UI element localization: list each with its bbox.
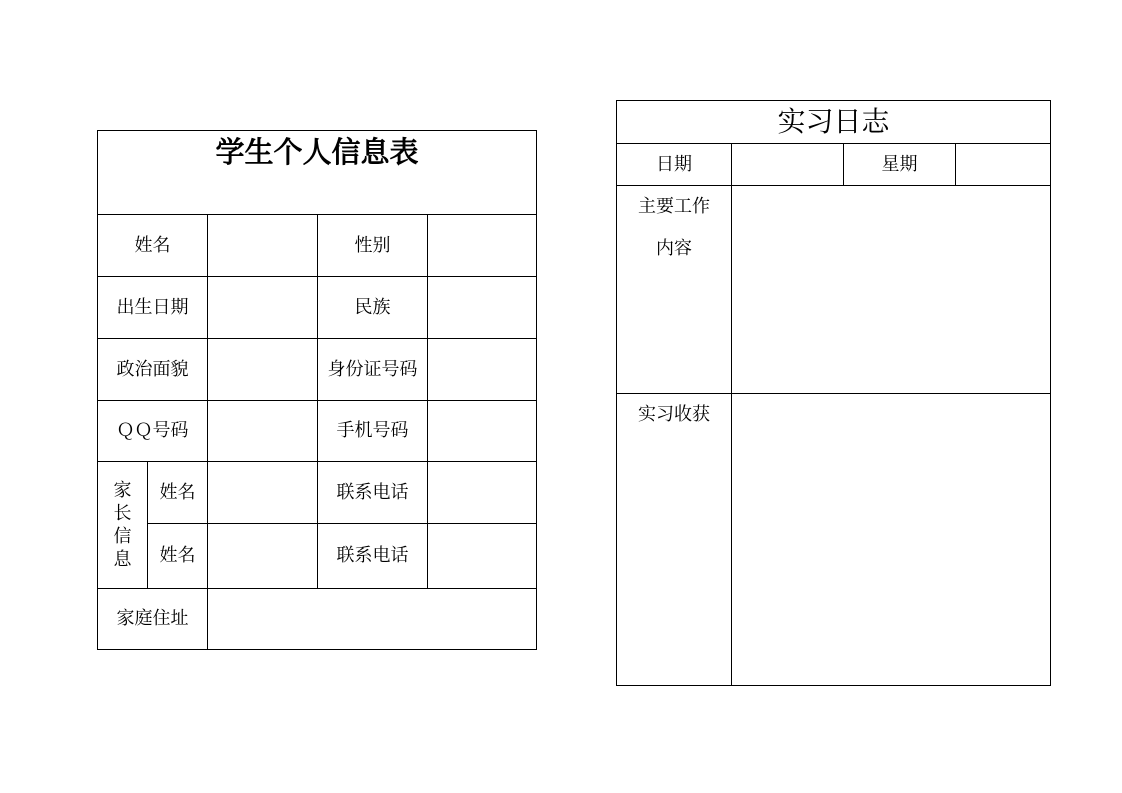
parent-1-phone-label-cell bbox=[317, 461, 428, 524]
name-value-field[interactable] bbox=[207, 214, 318, 277]
date-label-cell bbox=[616, 143, 732, 186]
birth-date-value-field[interactable] bbox=[207, 276, 318, 339]
student-info-title-cell bbox=[97, 130, 537, 215]
weekday-label: 星期 bbox=[881, 153, 918, 175]
parent-2-name-value-field[interactable] bbox=[207, 523, 318, 589]
work-content-label-cell bbox=[616, 185, 732, 394]
parent-1-name-label-cell bbox=[147, 461, 208, 524]
id-number-label-cell bbox=[317, 338, 428, 401]
parent-2-phone-value-field[interactable] bbox=[427, 523, 537, 589]
ethnicity-label: 民族 bbox=[354, 296, 391, 318]
mobile-value-field[interactable] bbox=[427, 400, 537, 462]
gains-label-cell bbox=[616, 393, 732, 686]
student-info-title: 学生个人信息表 bbox=[215, 135, 419, 169]
political-status-label-cell bbox=[97, 338, 208, 401]
birth-date-label: 出生日期 bbox=[116, 296, 189, 318]
date-label: 日期 bbox=[656, 153, 692, 175]
id-number-value-field[interactable] bbox=[427, 338, 537, 401]
gains-label: 实习收获 bbox=[638, 404, 710, 425]
weekday-label-cell bbox=[843, 143, 956, 186]
mobile-label-cell bbox=[317, 400, 428, 462]
home-address-label-cell bbox=[97, 588, 208, 650]
home-address-value-field[interactable] bbox=[207, 588, 537, 650]
id-number-label: 身份证号码 bbox=[327, 358, 418, 380]
home-address-label: 家庭住址 bbox=[116, 608, 189, 630]
work-content-value-field[interactable] bbox=[731, 185, 1051, 394]
gains-value-field[interactable] bbox=[731, 393, 1051, 686]
name-label: 姓名 bbox=[134, 234, 171, 256]
parent-1-name-label: 姓名 bbox=[159, 481, 196, 503]
parent-1-phone-label: 联系电话 bbox=[336, 481, 409, 503]
parent-info-label-cell bbox=[97, 461, 148, 589]
qq-label: ＱＱ号码 bbox=[116, 420, 189, 442]
weekday-value-field[interactable] bbox=[955, 143, 1051, 186]
ethnicity-value-field[interactable] bbox=[427, 276, 537, 339]
ethnicity-label-cell bbox=[317, 276, 428, 339]
gender-label: 性别 bbox=[354, 234, 391, 256]
parent-1-phone-value-field[interactable] bbox=[427, 461, 537, 524]
mobile-label: 手机号码 bbox=[336, 420, 409, 442]
birth-date-label-cell bbox=[97, 276, 208, 339]
internship-log-title-cell bbox=[616, 100, 1051, 144]
parent-2-name-label-cell bbox=[147, 523, 208, 589]
parent-info-label: 家长信息 bbox=[113, 480, 132, 570]
gender-value-field[interactable] bbox=[427, 214, 537, 277]
gender-label-cell bbox=[317, 214, 428, 277]
work-content-label: 主要工作内容 bbox=[638, 196, 710, 259]
name-label-cell bbox=[97, 214, 208, 277]
parent-2-name-label: 姓名 bbox=[159, 545, 196, 567]
parent-1-name-value-field[interactable] bbox=[207, 461, 318, 524]
internship-log-title: 实习日志 bbox=[777, 105, 890, 138]
parent-2-phone-label-cell bbox=[317, 523, 428, 589]
parent-2-phone-label: 联系电话 bbox=[336, 545, 409, 567]
qq-value-field[interactable] bbox=[207, 400, 318, 462]
date-value-field[interactable] bbox=[731, 143, 844, 186]
political-status-value-field[interactable] bbox=[207, 338, 318, 401]
qq-label-cell bbox=[97, 400, 208, 462]
political-status-label: 政治面貌 bbox=[116, 358, 189, 380]
